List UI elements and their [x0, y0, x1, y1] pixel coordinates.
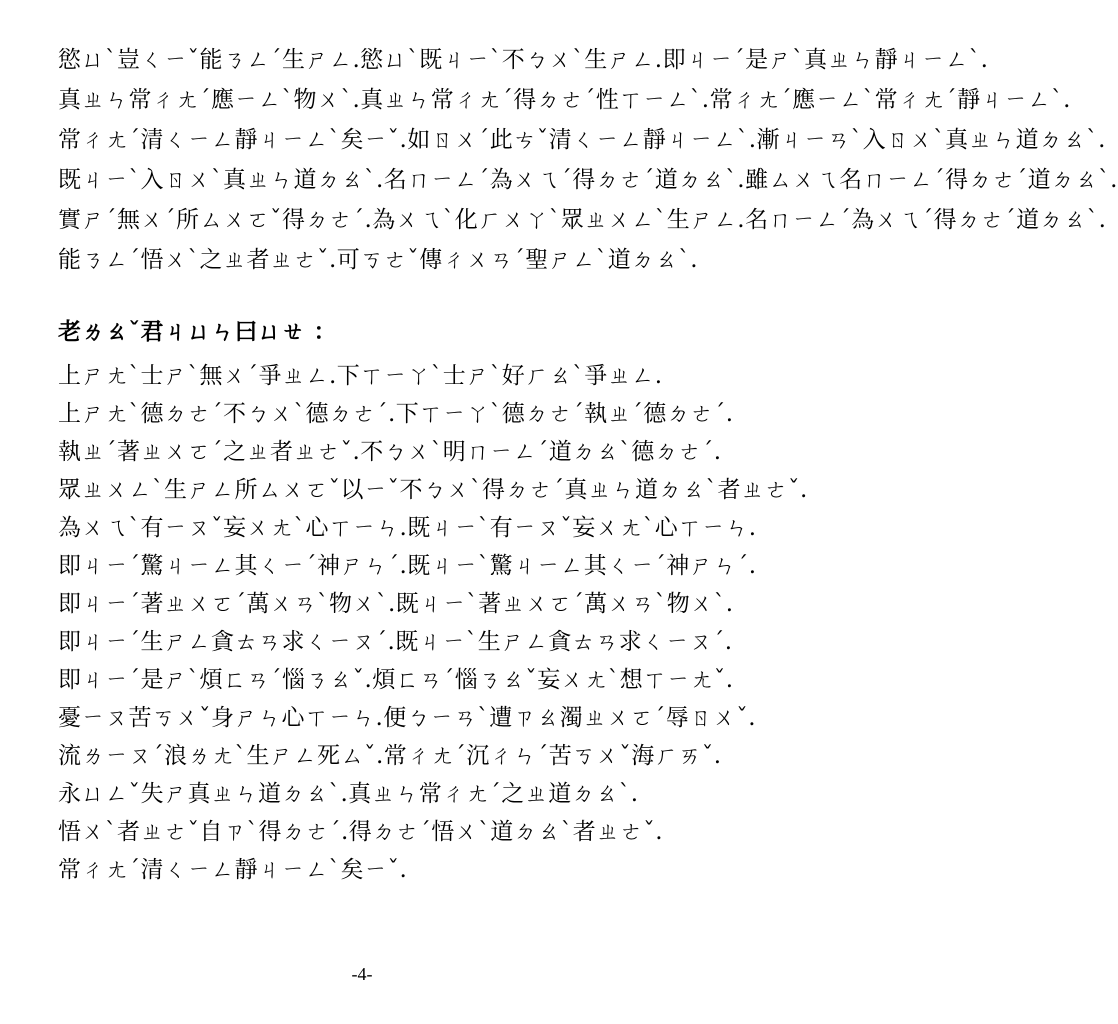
- text-line: 悟ㄨˋ者ㄓㄜˇ自ㄗˋ得ㄉㄜˊ.得ㄉㄜˊ悟ㄨˋ道ㄉㄠˋ者ㄓㄜˇ.: [58, 819, 664, 845]
- text-line: 即ㄐㄧˊ生ㄕㄥ貪ㄊㄢ求ㄑㄧㄡˊ.既ㄐㄧˋ生ㄕㄥ貪ㄊㄢ求ㄑㄧㄡˊ.: [58, 629, 733, 655]
- text-line: 永ㄩㄥˇ失ㄕ真ㄓㄣ道ㄉㄠˋ.真ㄓㄣ常ㄔㄤˊ之ㄓ道ㄉㄠˋ.: [58, 781, 639, 807]
- text-line: 憂ㄧㄡ苦ㄎㄨˇ身ㄕㄣ心ㄒㄧㄣ.便ㄅㄧㄢˋ遭ㄗㄠ濁ㄓㄨㄛˊ辱ㄖㄨˇ.: [58, 705, 757, 731]
- text-line: 上ㄕㄤˋ德ㄉㄜˊ不ㄅㄨˋ德ㄉㄜˊ.下ㄒㄧㄚˋ德ㄉㄜˊ執ㄓˊ德ㄉㄜˊ.: [58, 401, 734, 427]
- text-line: 實ㄕˊ無ㄨˊ所ㄙㄨㄛˇ得ㄉㄜˊ.為ㄨㄟˋ化ㄏㄨㄚˋ眾ㄓㄨㄥˋ生ㄕㄥ.名ㄇㄧㄥˊ為ㄨㄟˊ得ㄉㄜˊ道ㄉㄠˋ.: [58, 207, 1107, 233]
- text-line: 即ㄐㄧˊ著ㄓㄨㄛˊ萬ㄨㄢˋ物ㄨˋ.既ㄐㄧˋ著ㄓㄨㄛˊ萬ㄨㄢˋ物ㄨˋ.: [58, 591, 734, 617]
- text-line: 即ㄐㄧˊ是ㄕˋ煩ㄈㄢˊ惱ㄋㄠˇ.煩ㄈㄢˊ惱ㄋㄠˇ妄ㄨㄤˋ想ㄒㄧㄤˇ.: [58, 667, 734, 693]
- text-line: 常ㄔㄤˊ清ㄑㄧㄥ靜ㄐㄧㄥˋ矣ㄧˇ.如ㄖㄨˊ此ㄘˇ清ㄑㄧㄥ靜ㄐㄧㄥˋ.漸ㄐㄧㄢˋ入ㄖㄨˋ真ㄓㄣ道ㄉㄠˋ.: [58, 127, 1106, 153]
- text-line: 上ㄕㄤˋ士ㄕˋ無ㄨˊ爭ㄓㄥ.下ㄒㄧㄚˋ士ㄕˋ好ㄏㄠˋ爭ㄓㄥ.: [58, 363, 663, 389]
- section-heading: 老ㄌㄠˇ君ㄐㄩㄣ曰ㄩㄝ ：: [58, 318, 338, 345]
- page-number: -4-: [351, 964, 373, 984]
- text-line: 既ㄐㄧˋ入ㄖㄨˋ真ㄓㄣ道ㄉㄠˋ.名ㄇㄧㄥˊ為ㄨㄟˊ得ㄉㄜˊ道ㄉㄠˋ.雖ㄙㄨㄟ名ㄇㄧㄥˊ得ㄉㄜˊ道ㄉㄠˋ.: [58, 167, 1118, 193]
- text-line: 為ㄨㄟˋ有ㄧㄡˇ妄ㄨㄤˋ心ㄒㄧㄣ.既ㄐㄧˋ有ㄧㄡˇ妄ㄨㄤˋ心ㄒㄧㄣ.: [58, 515, 757, 541]
- text-line: 慾ㄩˋ豈ㄑㄧˇ能ㄋㄥˊ生ㄕㄥ.慾ㄩˋ既ㄐㄧˋ不ㄅㄨˋ生ㄕㄥ.即ㄐㄧˊ是ㄕˋ真ㄓㄣ靜ㄐㄧㄥˋ.: [58, 47, 989, 73]
- text-line: 執ㄓˊ著ㄓㄨㄛˊ之ㄓ者ㄓㄜˇ.不ㄅㄨˋ明ㄇㄧㄥˊ道ㄉㄠˋ德ㄉㄜˊ.: [58, 439, 722, 465]
- text-line: 流ㄌㄧㄡˊ浪ㄌㄤˋ生ㄕㄥ死ㄙˇ.常ㄔㄤˊ沉ㄔㄣˊ苦ㄎㄨˇ海ㄏㄞˇ.: [58, 743, 722, 769]
- text-line: 能ㄋㄥˊ悟ㄨˋ之ㄓ者ㄓㄜˇ.可ㄎㄜˇ傳ㄔㄨㄢˊ聖ㄕㄥˋ道ㄉㄠˋ.: [58, 247, 699, 273]
- text-line: 即ㄐㄧˊ驚ㄐㄧㄥ其ㄑㄧˊ神ㄕㄣˊ.既ㄐㄧˋ驚ㄐㄧㄥ其ㄑㄧˊ神ㄕㄣˊ.: [58, 553, 757, 579]
- text-line: 眾ㄓㄨㄥˋ生ㄕㄥ所ㄙㄨㄛˇ以ㄧˇ不ㄅㄨˋ得ㄉㄜˊ真ㄓㄣ道ㄉㄠˋ者ㄓㄜˇ.: [58, 477, 808, 503]
- text-line: 真ㄓㄣ常ㄔㄤˊ應ㄧㄥˋ物ㄨˋ.真ㄓㄣ常ㄔㄤˊ得ㄉㄜˊ性ㄒㄧㄥˋ.常ㄔㄤˊ應ㄧㄥˋ常ㄔㄤˊ靜ㄐㄧㄥˋ.: [58, 87, 1071, 113]
- text-line: 常ㄔㄤˊ清ㄑㄧㄥ靜ㄐㄧㄥˋ矣ㄧˇ.: [58, 857, 408, 883]
